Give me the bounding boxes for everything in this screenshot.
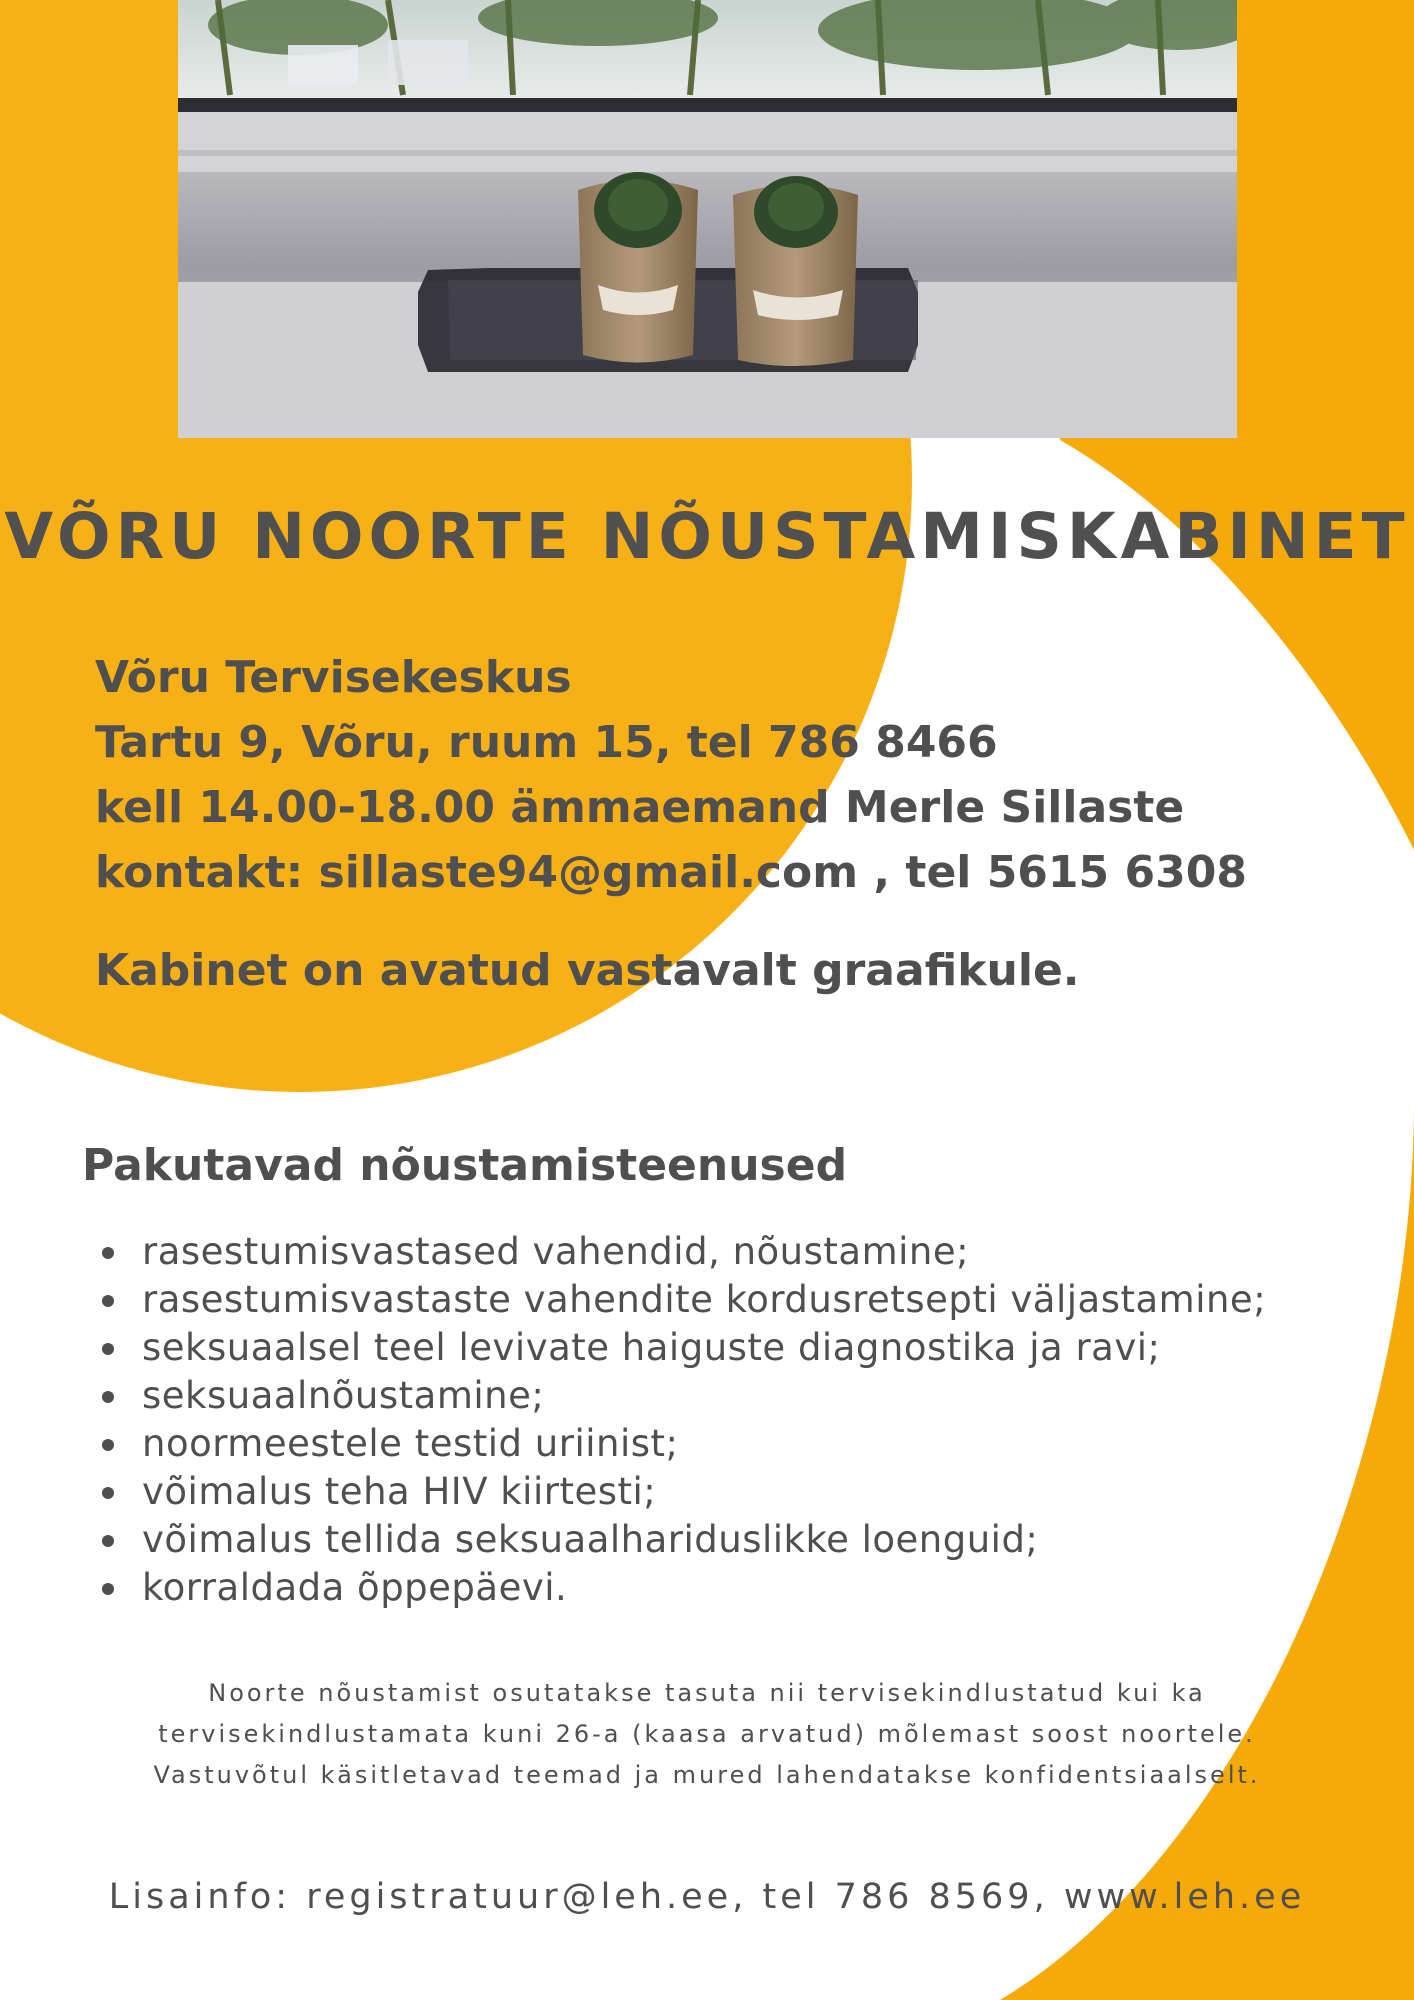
- list-item: seksuaalnõustamine;: [98, 1372, 1266, 1420]
- list-item: noormeestele testid uriinist;: [98, 1420, 1266, 1468]
- disclaimer: [0, 1673, 1414, 1796]
- services-heading: Pakutavad nõustamisteenused: [82, 1140, 848, 1191]
- schedule-note: Kabinet on avatud vastavalt graafikule.: [95, 945, 1080, 996]
- list-item: seksuaalsel teel levivate haiguste diagnostika ja ravi;: [98, 1324, 1266, 1372]
- list-item: võimalus teha HIV kiirtesti;: [98, 1468, 1266, 1516]
- list-item: rasestumisvastaste vahendite kordusretsepti väljastamine;: [98, 1276, 1266, 1324]
- services-list: [98, 1228, 1266, 1612]
- page-title: VÕRU NOORTE NÕUSTAMISKABINET: [4, 500, 1410, 573]
- clinic-name: Võru Tervisekeskus: [95, 652, 572, 703]
- contact-line: kontakt: sillaste94@gmail.com , tel 5615 6308: [95, 847, 1247, 898]
- address: Tartu 9, Võru, ruum 15, tel 786 8466: [95, 717, 998, 768]
- list-item: võimalus tellida seksuaalhariduslikke loenguid;: [98, 1516, 1266, 1564]
- opening-hours: kell 14.00-18.00 ämmaemand Merle Sillaste: [95, 782, 1185, 833]
- disclaimer-line: Noorte nõustamist osutatakse tasuta nii tervisekindlustatud kui ka: [208, 1679, 1206, 1707]
- footer-contact: Lisainfo: registratuur@leh.ee, tel 786 8569, www.leh.ee: [108, 1877, 1306, 1917]
- disclaimer-line: tervisekindlustamata kuni 26-a (kaasa arvatud) mõlemast soost noortele.: [158, 1720, 1256, 1748]
- disclaimer-line: Vastuvõtul käsitletavad teemad ja mured lahendatakse konfidentsiaalselt.: [153, 1761, 1261, 1789]
- list-item: korraldada õppepäevi.: [98, 1564, 1266, 1612]
- contact-info: [95, 645, 1355, 905]
- list-item: rasestumisvastased vahendid, nõustamine;: [98, 1228, 1266, 1276]
